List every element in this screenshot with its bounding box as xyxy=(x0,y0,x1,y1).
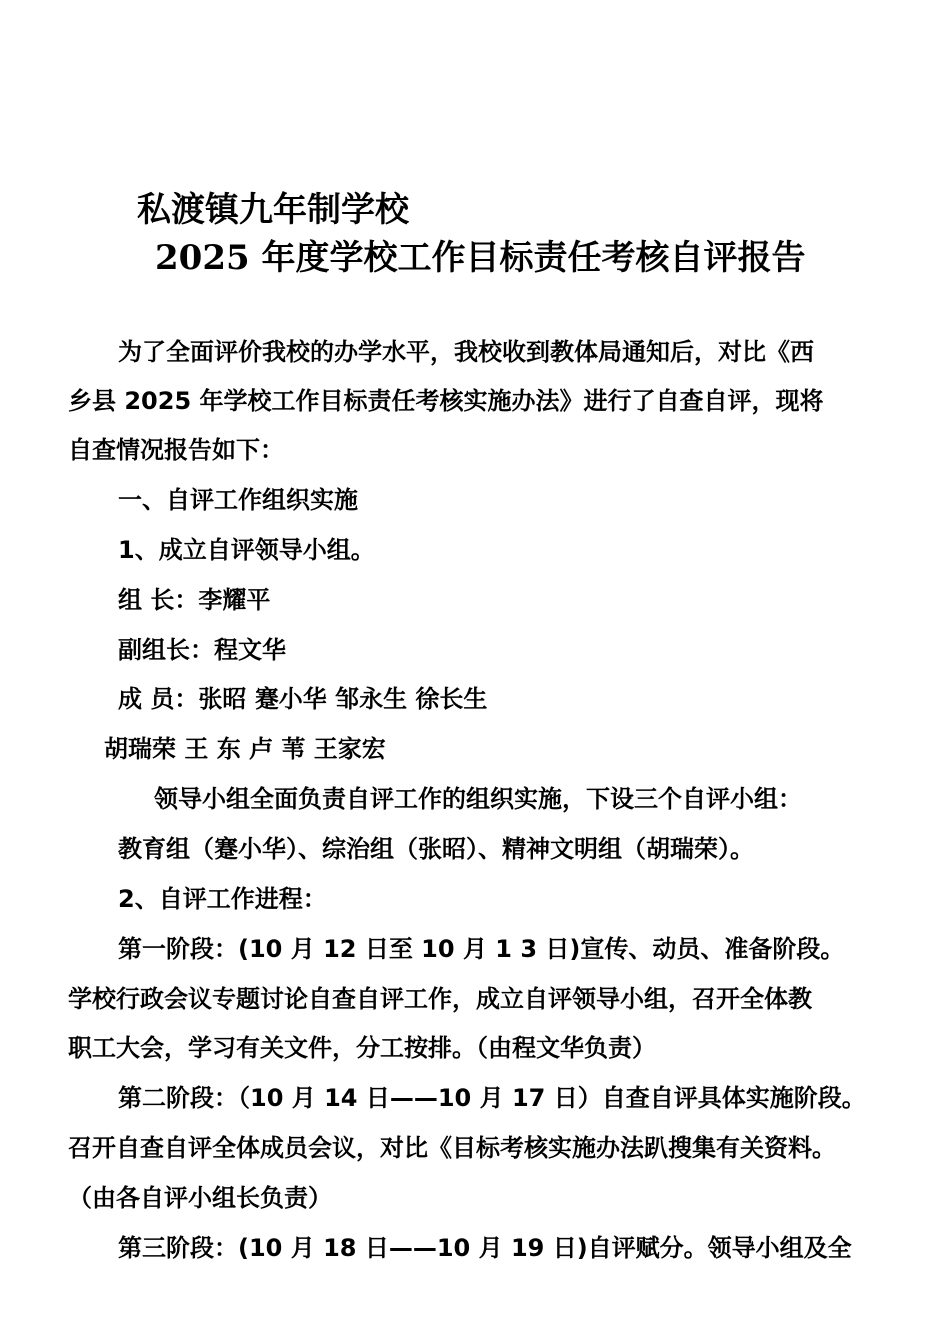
section-1-heading: 一、自评工作组织实施 xyxy=(118,486,358,514)
leader-line: 组 长：李耀平 xyxy=(118,586,271,614)
intro-line-2: 乡县 2025 年学校工作目标责任考核实施办法》进行了自查自评，现将 xyxy=(68,387,824,415)
members-continued-line: 胡瑞荣 王 东 卢 苇 王家宏 xyxy=(104,735,386,763)
intro-line-1: 为了全面评价我校的办学水平，我校收到教体局通知后，对比《西 xyxy=(118,338,814,366)
stage-3-line-1: 第三阶段：(10 月 18 日——10 月 19 日)自评赋分。领导小组及全 xyxy=(118,1234,852,1262)
group-description-line: 领导小组全面负责自评工作的组织实施，下设三个自评小组： xyxy=(154,785,802,813)
deputy-leader-line: 副组长：程文华 xyxy=(118,636,286,664)
stage-2-line-3: （由各自评小组长负责） xyxy=(68,1184,332,1212)
item-1-heading: 1、成立自评领导小组。 xyxy=(118,536,375,564)
groups-line: 教育组（蹇小华）、综治组（张昭）、精神文明组（胡瑞荣）。 xyxy=(118,835,754,863)
report-title: 2025 年度学校工作目标责任考核自评报告 xyxy=(155,238,806,278)
item-2-heading: 2、自评工作进程： xyxy=(118,885,327,913)
stage-1-line-3: 职工大会，学习有关文件，分工按排。（由程文华负责） xyxy=(68,1034,656,1062)
members-line: 成 员：张昭 蹇小华 邹永生 徐长生 xyxy=(118,685,488,713)
school-name-title: 私渡镇九年制学校 xyxy=(137,190,409,230)
stage-2-line-2: 召开自查自评全体成员会议，对比《目标考核实施办法趴搜集有关资料。 xyxy=(68,1134,836,1162)
stage-1-line-2: 学校行政会议专题讨论自查自评工作，成立自评领导小组，召开全体教 xyxy=(68,985,812,1013)
intro-line-3: 自查情况报告如下： xyxy=(68,436,284,464)
stage-1-line-1: 第一阶段：(10 月 12 日至 10 月 1 3 日)宣传、动员、准备阶段。 xyxy=(118,935,845,963)
stage-2-line-1: 第二阶段：（10 月 14 日——10 月 17 日）自查自评具体实施阶段。 xyxy=(118,1084,866,1112)
